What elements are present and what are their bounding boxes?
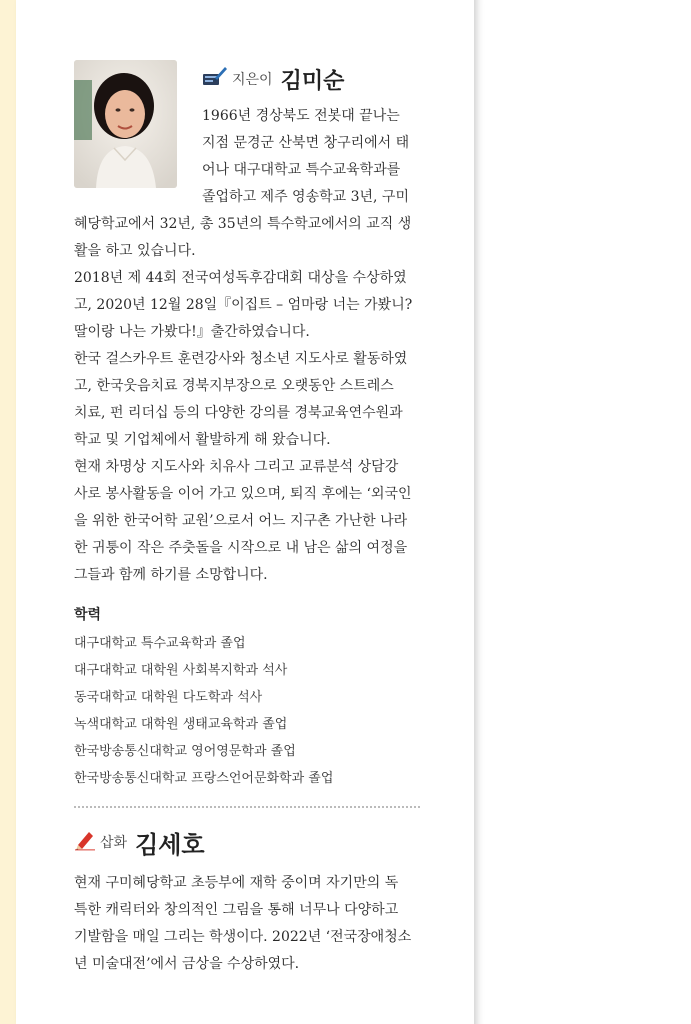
- education-list: [74, 630, 333, 792]
- bio-line: 활을 하고 있습니다.: [74, 243, 196, 259]
- education-item: 한국방송통신대학교 영어영문학과 졸업: [74, 744, 296, 759]
- education-title: 학력: [74, 607, 102, 623]
- bio-line: 현재 구미혜당학교 초등부에 재학 중이며 자기만의 독: [74, 875, 399, 891]
- education-item: 녹색대학교 대학원 생태교육학과 졸업: [74, 717, 288, 732]
- illustrator-role-label: 삽화: [100, 835, 128, 851]
- illustrator-heading: [74, 826, 205, 858]
- bio-line: 현재 차명상 지도사와 치유사 그리고 교류분석 상담강: [74, 459, 399, 475]
- bio-line: 고, 2020년 12월 28일『이집트 – 엄마랑 너는 가봤니?: [74, 297, 413, 313]
- education-item: 대구대학교 대학원 사회복지학과 석사: [74, 663, 288, 678]
- pen-writing-icon: [202, 66, 228, 92]
- bio-line: 1966년 경상북도 전봇대 끝나는: [202, 108, 400, 124]
- author-name: 김미순: [280, 68, 345, 94]
- bio-line: 학교 및 기업체에서 활발하게 해 왔습니다.: [74, 432, 331, 448]
- education-item: 대구대학교 특수교육학과 졸업: [74, 636, 246, 651]
- author-bio-paragraph-3: [74, 346, 420, 454]
- bio-line: 어나 대구대학교 특수교육학과를: [202, 162, 401, 178]
- bio-line: 그들과 함께 하기를 소망합니다.: [74, 567, 268, 583]
- education-item: 한국방송통신대학교 프랑스언어문화학과 졸업: [74, 771, 334, 786]
- bio-line: 딸이랑 나는 가봤다!』출간하였습니다.: [74, 324, 310, 340]
- page-edge-shadow: [474, 0, 484, 1024]
- author-bio-paragraph-4: [74, 454, 420, 589]
- author-heading: [202, 64, 344, 94]
- bio-line: 사로 봉사활동을 이어 가고 있으며, 퇴직 후에는 ‘외국인: [74, 486, 412, 502]
- bio-line: 한국 걸스카우트 훈련강사와 청소년 지도사로 활동하였: [74, 351, 408, 367]
- author-bio-paragraph-1: [74, 103, 420, 265]
- bio-line: 2018년 제 44회 전국여성독후감대회 대상을 수상하였: [74, 270, 407, 286]
- book-spine: [0, 0, 16, 1024]
- bio-line: 졸업하고 제주 영송학교 3년, 구미: [202, 189, 409, 205]
- bio-line: 혜당학교에서 32년, 총 35년의 특수학교에서의 교직 생: [74, 216, 412, 232]
- pencil-drawing-icon: [74, 829, 96, 855]
- bio-line: 지점 문경군 산북면 창구리에서 태: [202, 135, 410, 151]
- author-role-label: 지은이: [232, 72, 273, 88]
- education-item: 동국대학교 대학원 다도학과 석사: [74, 690, 263, 705]
- author-bio-paragraph-2: [74, 265, 420, 346]
- illustrator-name: 김세호: [135, 830, 205, 859]
- bio-line: 한 귀퉁이 작은 주춧돌을 시작으로 내 남은 삶의 여정을: [74, 540, 408, 556]
- illustrator-bio: [74, 870, 420, 978]
- bio-line: 고, 한국웃음치료 경북지부장으로 오랫동안 스트레스: [74, 378, 394, 394]
- section-divider: [74, 806, 420, 808]
- bio-line: 기발함을 매일 그리는 학생이다. 2022년 ‘전국장애청소: [74, 929, 412, 945]
- bio-line: 특한 캐릭터와 창의적인 그림을 통해 너무나 다양하고: [74, 902, 399, 918]
- bio-line: 을 위한 한국어학 교원’으로서 어느 지구촌 가난한 나라: [74, 513, 408, 529]
- bio-line: 년 미술대전’에서 금상을 수상하였다.: [74, 956, 300, 972]
- bio-line: 치료, 펀 리더십 등의 다양한 강의를 경북교육연수원과: [74, 405, 403, 421]
